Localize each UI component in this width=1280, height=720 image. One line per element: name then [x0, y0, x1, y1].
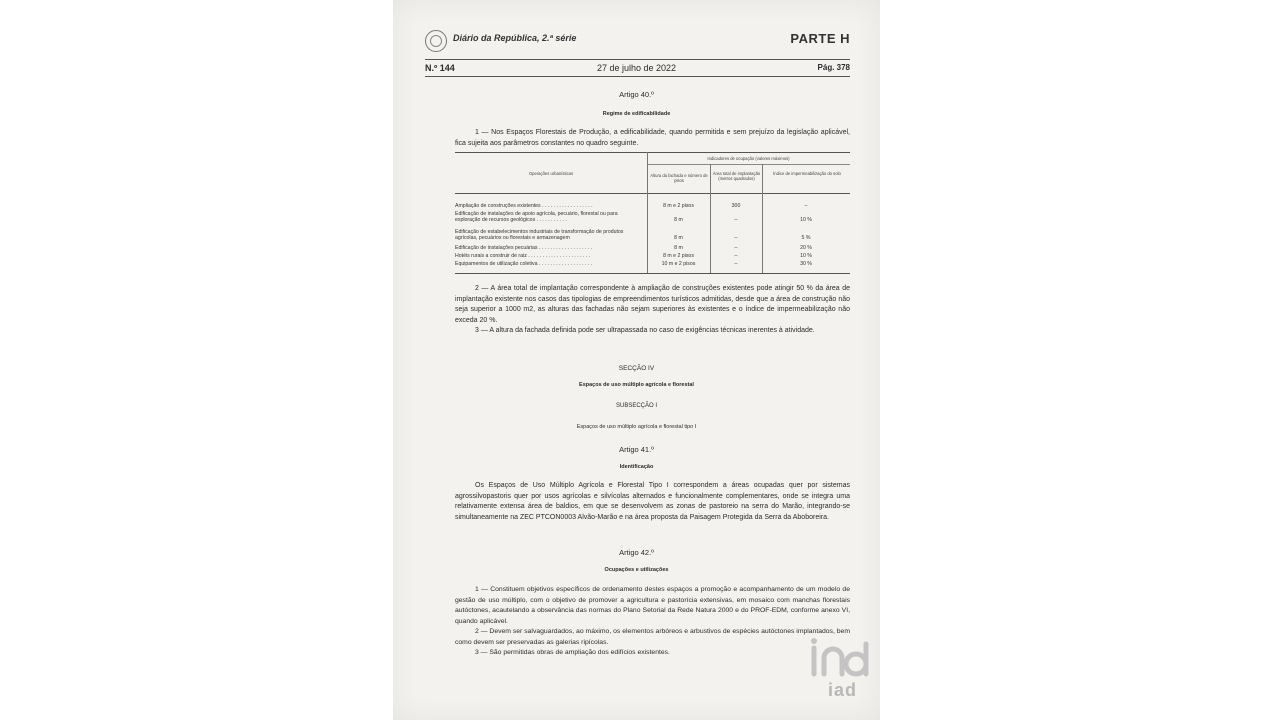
table-cell-height: 10 m e 2 pisos: [661, 261, 696, 267]
table-cell-operation: Edificação de estabelecimentos industriais de transformação de produtos agrícolas, pecuários ou florestais e armazenagem: [455, 229, 624, 242]
table-cell-operation: Edificação de instalações pecuárias . . . . . . . . . . . . . . . . . . .: [455, 245, 593, 251]
table-cell-area: –: [734, 261, 738, 267]
article-40-paragraph-2: 2 — A área total de implantação correspondente à ampliação de construções existentes pode atingir 50 % da área de implantação existente nos casos das tipologias de empreendimentos turísticos admitidas, desde que a área de construção não seja superior a 1000 m2, as alturas das fachadas não sejam superiores às existentes e o índice de impermeabilização não exceda 20 %.: [455, 285, 850, 324]
article-40-paragraph-3: 3 — A altura da fachada definida pode ser ultrapassada no caso de exigências técnicas inerentes à atividade.: [475, 327, 815, 334]
table-cell-operation: Edificação de instalações de apoio agrícola, pecuário, florestal ou para exploração de recursos geológicos . . . . . . . . . . .: [455, 211, 618, 224]
article-41-paragraph-1: Os Espaços de Uso Múltiplo Agrícola e Florestal Tipo I correspondem a áreas ocupadas quer por sistemas agrossilvopastoris quer por usos agrícolas e silvícolas alternados e funcionalmente complementares, onde se integra uma relativamente extensa área de baldios, em que se desenvolvem as zonas de pastoreio na serra do Marão, integrando-se simultaneamente na ZEC PTCON0003 Alvão-Marão e na área proposta da Paisagem Protegida da Serra da Aboboreira.: [455, 482, 850, 521]
table-cell-index: 10 %: [800, 217, 812, 223]
table-group-header: Indicadores de ocupação (valores máximos): [707, 156, 790, 161]
table-cell-height: 8 m e 2 pisos: [663, 203, 694, 209]
table-cell-area: –: [734, 217, 738, 223]
table-cell-area: –: [734, 253, 738, 259]
page-number: Pág. 378: [817, 63, 850, 72]
table-cell-height: 8 m e 2 pisos: [663, 253, 694, 259]
table-cell-area: –: [734, 245, 738, 251]
article-42-paragraphs: [455, 585, 850, 659]
article-40-subtitle: Regime de edificabilidade: [602, 111, 671, 117]
document-page: [393, 0, 880, 720]
iad-watermark-logo: [808, 638, 872, 704]
table-cell-index: 30 %: [800, 261, 812, 267]
issue-number: N.º 144: [425, 63, 455, 73]
table-cell-index: 5 %: [801, 235, 811, 241]
article-41-subtitle: Identificação: [619, 464, 654, 470]
table-cell-height: 8 m: [674, 245, 683, 251]
article-42-paragraph-2: 2 — Devem ser salvaguardados, ao máximo, os elementos arbóreos e arbustivos de espécies autóctones implantados, bem como devem ser preservadas as galerias ripícolas.: [455, 628, 850, 646]
journal-title: Diário da República, 2.ª série: [453, 33, 577, 43]
table-cell-operation: Equipamentos de utilização coletiva . . . . . . . . . . . . . . . . . . .: [455, 261, 593, 267]
header-rule-bottom: [425, 76, 850, 77]
article-42-paragraph-1: 1 — Constituem objetivos específicos de ordenamento destes espaços a promoção e acompanhamento de um modelo de gestão de uso múltiplo, com o objetivo de promover a agricultura e pastorícia extensivas, em mosaico com manchas florestais autóctones, acautelando a observância das normas do Plano Setorial da Rede Natura 2000 e do PROF-EDM, conforme anexo VI, quando aplicável.: [455, 586, 850, 625]
table-cell-operation: Ampliação de construções existentes . . . . . . . . . . . . . . . . . .: [455, 203, 593, 209]
table-cell-index: –: [804, 203, 808, 209]
table-cell-height: 8 m: [674, 217, 683, 223]
table-cell-index: 10 %: [800, 253, 812, 259]
article-42-title: Artigo 42.º: [619, 548, 654, 557]
edificability-table: [455, 152, 850, 274]
table-header-height: Altura da fachada e número de pisos: [650, 173, 708, 183]
article-40-title: Artigo 40.º: [619, 90, 654, 99]
iad-watermark-text: iad: [828, 680, 858, 700]
table-header-area: Área total de implantação (metros quadrados): [712, 171, 761, 181]
table-cell-index: 20 %: [800, 245, 812, 251]
article-42-paragraph-3: 3 — São permitidas obras de ampliação dos edifícios existentes.: [475, 649, 670, 656]
section-subtitle: Espaços de uso múltiplo agrícola e florestal: [579, 382, 694, 388]
section-title: SECÇÃO IV: [618, 365, 655, 372]
header-rule-top: [425, 59, 850, 60]
part-label: PARTE H: [790, 31, 850, 46]
table-header-index: Índice de impermeabilização do solo: [773, 171, 841, 176]
subsection-subtitle: Espaços de uso múltiplo agrícola e florestal tipo I: [576, 424, 697, 430]
issue-date: 27 de julho de 2022: [596, 63, 677, 73]
table-cell-height: 8 m: [674, 235, 683, 241]
article-40-paragraphs-2-3: [455, 284, 850, 337]
table-cell-area: –: [734, 235, 738, 241]
article-41-title: Artigo 41.º: [619, 445, 654, 454]
republic-emblem-icon: [425, 30, 447, 52]
subsection-title: SUBSECÇÃO I: [615, 403, 657, 409]
article-40-paragraph-1: 1 — Nos Espaços Florestais de Produção, a edificabilidade, quando permitida e sem prejuízo da legislação aplicável, fica sujeita aos parâmetros constantes no quadro seguinte.: [455, 129, 850, 147]
table-cell-area: 300: [731, 203, 741, 209]
table-cell-operation: Hotéis rurais a construir de raiz . . . . . . . . . . . . . . . . . . . . . .: [455, 253, 591, 259]
article-42-subtitle: Ocupações e utilizações: [604, 567, 669, 573]
table-header-operations: Operações urbanísticas: [528, 171, 574, 176]
